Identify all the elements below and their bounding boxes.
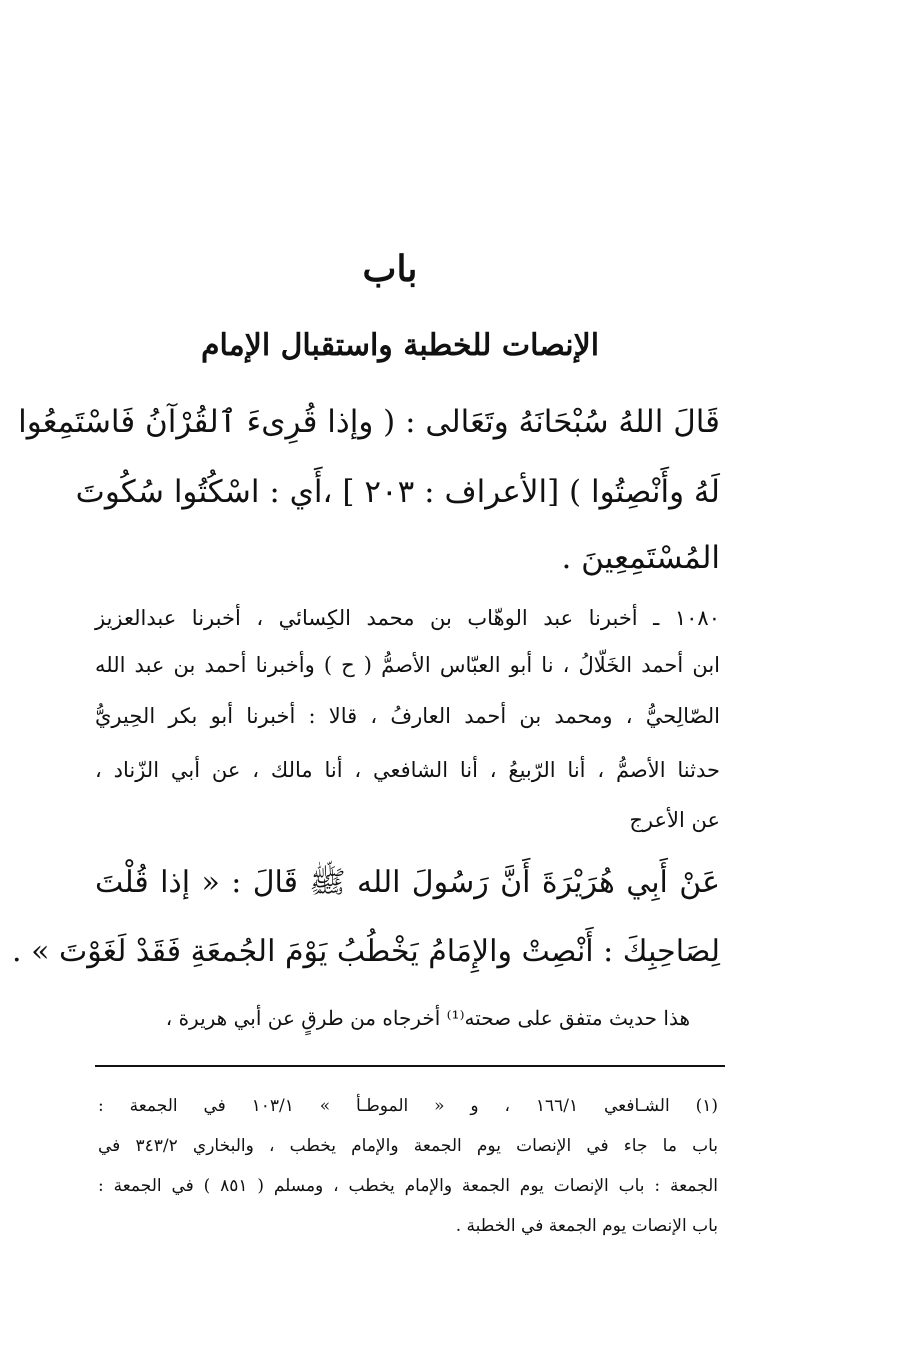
isnad-line: ابن أحمد الخَلّالُ ، نا أبو العبّاس الأصمُّ ( ح ) وأخبرنا أحمد بن عبد الله — [95, 653, 720, 677]
footnote-line: (١) الشـافعي ١٦٦/١ ، و « الموطـأ » ١٠٣/١ في الجمعة : — [98, 1096, 718, 1116]
hadith-line: لِصَاحِبِكَ : أَنْصِتْ والإِمَامُ يَخْطُبُ يَوْمَ الجُمعَةِ فَقَدْ لَغَوْتَ » . — [12, 934, 720, 969]
hadith-line: عَنْ أَبِي هُرَيْرَةَ أَنَّ رَسُولَ الله ﷺ قَالَ : « إذا قُلْتَ — [95, 865, 720, 900]
chapter-label: باب — [362, 248, 418, 290]
authentication-note: هذا حديث متفق على صحته⁽¹⁾ أخرجاه من طرقٍ عن أبي هريرة ، — [165, 1006, 690, 1030]
isnad-line: ١٠٨٠ ـ أخبرنا عبد الوهّاب بن محمد الكِسائي ، أخبرنا عبدالعزيز — [95, 606, 720, 630]
verse-line: المُسْتَمِعِينَ . — [561, 540, 720, 576]
chapter-title: الإنصات للخطبة واستقبال الإمام — [200, 328, 600, 363]
isnad-line: الصّالِحيُّ ، ومحمد بن أحمد العارفُ ، قالا : أخبرنا أبو بكر الحِيريُّ — [95, 704, 720, 728]
isnad-line: عن الأعرج — [629, 808, 720, 832]
footnote-line: باب الإنصات يوم الجمعة في الخطبة . — [455, 1216, 718, 1236]
footnote-divider — [95, 1065, 725, 1067]
footnote-line: الجمعة : باب الإنصات يوم الجمعة والإمام يخطب ، ومسلم ( ٨٥١ ) في الجمعة : — [98, 1176, 718, 1196]
isnad-line: حدثنا الأصمُّ ، أنا الرّبيعُ ، أنا الشافعي ، أنا مالك ، عن أبي الزّناد ، — [95, 758, 720, 782]
verse-line: قَالَ اللهُ سُبْحَانَهُ وتَعَالى : ( وإذا قُرِىءَ ٱلقُرْآنُ فَاسْتَمِعُوا — [18, 404, 720, 440]
footnote-line: باب ما جاء في الإنصات يوم الجمعة والإمام يخطب ، والبخاري ٣٤٣/٢ في — [98, 1136, 719, 1156]
verse-line: لَهُ وأَنْصِتُوا ) [الأعراف : ٢٠٣ ] ،أَي : اسْكُتُوا سُكُوتَ — [75, 474, 720, 510]
